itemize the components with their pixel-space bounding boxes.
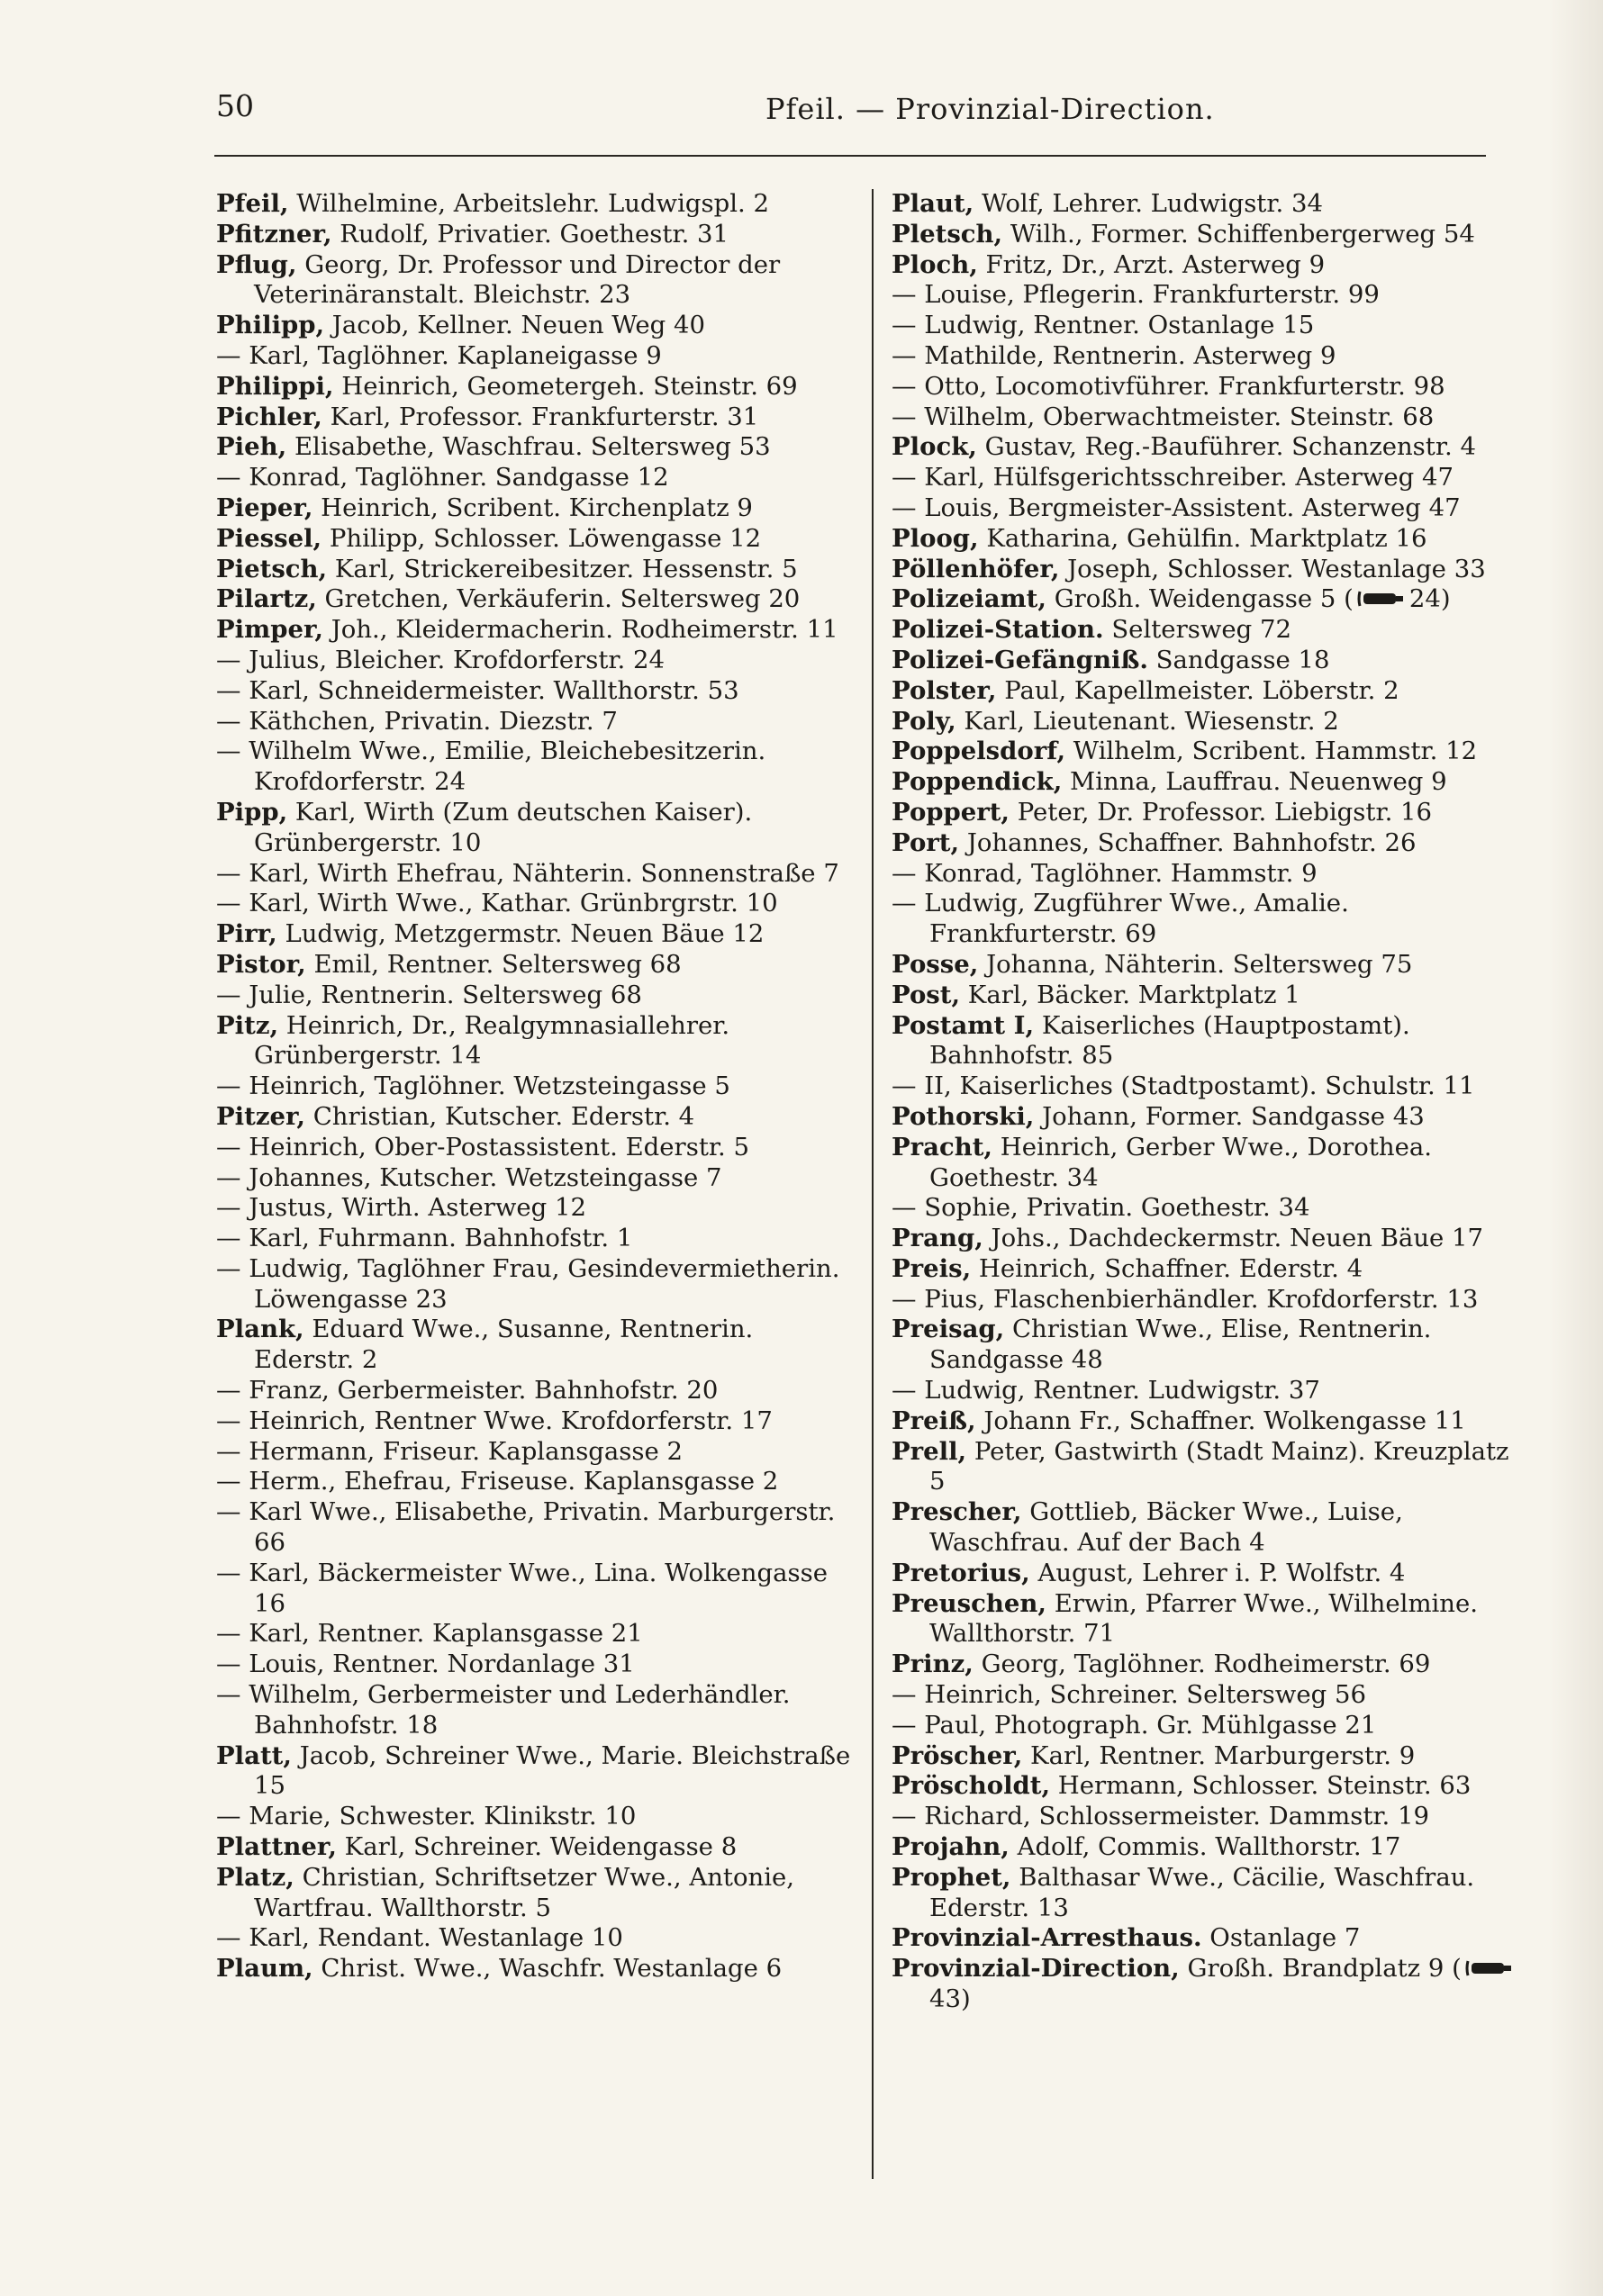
entry-details: August, Lehrer i. P. Wolfstr. 4 [1037, 1558, 1406, 1587]
entry-surname: Pipp, [216, 797, 288, 827]
entry-details: — Franz, Gerbermeister. Bahnhofstr. 20 [216, 1376, 719, 1406]
entry-surname: Pieh, [216, 432, 287, 462]
directory-entry [216, 676, 851, 707]
entry-details: Christ. Wwe., Waschfr. Westanlage 6 [321, 1954, 783, 1984]
page-header [216, 88, 1486, 142]
directory-entry [216, 189, 851, 220]
directory-entry: Provinzial-Direction, Großh. Brandplatz 9 (43) [892, 1954, 1526, 2015]
directory-entry [216, 402, 851, 433]
entry-surname: Plaum, [216, 1954, 313, 1984]
entry-details: Erwin, Pfarrer Wwe., Wilhelmine. Wallthorstr. 71 [929, 1588, 1479, 1649]
entry-details: — Wilhelm, Gerbermeister und Lederhändler. Bahnhofstr. 18 [216, 1680, 791, 1740]
entry-surname: Pfeil, [216, 189, 289, 218]
entry-details: Peter, Gastwirth (Stadt Mainz). Kreuzplatz 5 [929, 1436, 1509, 1496]
entry-details: Johann, Former. Sandgasse 43 [1042, 1101, 1425, 1131]
directory-entry [216, 981, 851, 1011]
entry-surname: Poppert, [892, 797, 1010, 827]
entry-details: Georg, Taglöhner. Rodheimerstr. 69 [981, 1650, 1431, 1679]
directory-entry [216, 1437, 851, 1468]
entry-details: — Louis, Rentner. Nordanlage 31 [216, 1650, 635, 1679]
entry-details: — Ludwig, Rentner. Ostanlage 15 [892, 311, 1315, 340]
directory-entry [892, 767, 1526, 798]
entry-surname: Prang, [892, 1224, 983, 1253]
directory-entry [892, 1224, 1526, 1254]
entry-details: Hermann, Schlosser. Steinstr. 63 [1057, 1771, 1472, 1801]
entry-details: Gottlieb, Bäcker Wwe., Luise, Waschfrau. Auf der Bach 4 [929, 1497, 1403, 1558]
entry-surname: Poppendick, [892, 767, 1063, 797]
page-number: 50 [216, 88, 254, 123]
entry-details: — Heinrich, Taglöhner. Wetzsteingasse 5 [216, 1071, 730, 1101]
entry-details: — Mathilde, Rentnerin. Asterweg 9 [892, 340, 1336, 370]
entry-surname: Ploog, [892, 523, 979, 553]
entry-details: Emil, Rentner. Seltersweg 68 [313, 949, 682, 979]
entry-surname: Pitz, [216, 1010, 279, 1040]
entry-details: — Karl, Schneidermeister. Wallthorstr. 53 [216, 675, 739, 705]
directory-entry [892, 676, 1526, 707]
entry-surname: Preiß, [892, 1406, 976, 1435]
directory-entry [216, 1559, 851, 1620]
entry-details: — Karl Wwe., Elisabethe, Privatin. Marburgerstr. 66 [216, 1497, 836, 1558]
telephone-icon [1356, 588, 1407, 610]
entry-details: — Julius, Bleicher. Krofdorferstr. 24 [216, 645, 666, 674]
entry-details: Fritz, Dr., Arzt. Asterweg 9 [985, 249, 1326, 279]
entry-surname: Plock, [892, 432, 977, 462]
entry-surname: Pflug, [216, 249, 297, 279]
directory-entry [892, 1650, 1526, 1680]
entry-details: Kaiserliches (Hauptpostamt). Bahnhofstr. 85 [929, 1010, 1410, 1071]
telephone-number: 43) [929, 1984, 971, 2014]
entry-surname: Pracht, [892, 1132, 993, 1162]
entry-details: — Karl, Wirth Wwe., Kathar. Grünbrgrstr. 10 [216, 889, 778, 918]
directory-entry [892, 1071, 1526, 1102]
directory-entry [216, 1497, 851, 1559]
entry-details: Johanna, Nähterin. Seltersweg 75 [986, 949, 1413, 979]
entry-details: — Karl, Bäckermeister Wwe., Lina. Wolkengasse 16 [216, 1558, 829, 1618]
directory-entry [892, 1680, 1526, 1711]
telephone-number: 24) [1408, 584, 1451, 614]
entry-surname: Pistor, [216, 949, 306, 979]
entry-surname: Pirr, [216, 919, 277, 949]
directory-entry [216, 1467, 851, 1497]
directory-entry [216, 1619, 851, 1650]
entry-details: — Justus, Wirth. Asterweg 12 [216, 1193, 587, 1223]
directory-entry [892, 1923, 1526, 1954]
directory-entry [892, 1193, 1526, 1224]
directory-entry [216, 1863, 851, 1924]
directory-entry [892, 981, 1526, 1011]
entry-details: Joseph, Schlosser. Westanlage 33 [1067, 554, 1486, 583]
entry-details: — Ludwig, Taglöhner Frau, Gesindevermietherin. Löwengasse 23 [216, 1253, 840, 1314]
entry-details: Gretchen, Verkäuferin. Seltersweg 20 [324, 584, 801, 614]
page-title: Pfeil. — Provinzial-Direction. [765, 92, 1215, 126]
directory-entry [892, 1832, 1526, 1863]
entry-surname: Pfitzner, [216, 219, 332, 249]
entry-surname: Provinzial-Arresthaus. [892, 1923, 1202, 1953]
directory-entry [892, 402, 1526, 433]
directory-entry [216, 1650, 851, 1680]
directory-entry [892, 555, 1526, 585]
entry-details: — Konrad, Taglöhner. Hammstr. 9 [892, 858, 1318, 888]
entry-details: — Heinrich, Ober-Postassistent. Ederstr. 5 [216, 1132, 749, 1162]
directory-entry [216, 646, 851, 676]
entry-surname: Piessel, [216, 523, 322, 553]
directory-entry: Polizeiamt, Großh. Weidengasse 5 ( 24) [892, 584, 1451, 614]
entry-surname: Pichler, [216, 402, 322, 431]
directory-entry [892, 1102, 1526, 1133]
entry-surname: Polster, [892, 675, 997, 705]
entry-details: — Wilhelm Wwe., Emilie, Bleichebesitzerin. Krofdorferstr. 24 [216, 737, 766, 797]
entry-surname: Platt, [216, 1740, 292, 1770]
entry-details: Katharina, Gehülfin. Marktplatz 16 [986, 523, 1427, 553]
entry-details: — Wilhelm, Oberwachtmeister. Steinstr. 68 [892, 402, 1435, 431]
entry-surname: Platz, [216, 1862, 294, 1892]
directory-entry [216, 1011, 851, 1072]
entry-details: — Karl, Fuhrmann. Bahnhofstr. 1 [216, 1224, 633, 1253]
directory-entry [892, 1559, 1526, 1589]
entry-details: Karl, Strickereibesitzer. Hessenstr. 5 [334, 554, 798, 583]
entry-surname: Prinz, [892, 1650, 974, 1679]
directory-entry [892, 1011, 1526, 1072]
entry-details: Johannes, Schaffner. Bahnhofstr. 26 [966, 827, 1417, 857]
entry-surname: Plank, [216, 1315, 304, 1344]
entry-surname: Plaut, [892, 189, 974, 218]
entry-details: — Julie, Rentnerin. Seltersweg 68 [216, 980, 642, 1009]
directory-entry [216, 1193, 851, 1224]
directory-entry [892, 372, 1526, 402]
entry-surname: Port, [892, 827, 960, 857]
entry-details: Sandgasse 18 [1155, 645, 1330, 674]
entry-details: Wilh., Former. Schiffenbergerweg 54 [1010, 219, 1475, 249]
directory-entry [892, 1802, 1526, 1832]
directory-entry [216, 1923, 851, 1954]
directory-entry [216, 859, 851, 890]
entry-surname: Pilartz, [216, 584, 317, 614]
entry-details: Wilhelm, Scribent. Hammstr. 12 [1073, 737, 1478, 766]
directory-entry [892, 493, 1526, 524]
entry-details: Heinrich, Gerber Wwe., Dorothea. Goethestr. 34 [929, 1132, 1433, 1192]
entry-surname: Plattner, [216, 1832, 337, 1862]
directory-entry [892, 524, 1526, 555]
entry-details: — Sophie, Privatin. Goethestr. 34 [892, 1193, 1310, 1223]
entry-details: Karl, Bäcker. Marktplatz 1 [967, 980, 1300, 1009]
directory-entry [216, 889, 851, 919]
entry-surname: Provinzial-Direction, [892, 1954, 1180, 1984]
entry-surname: Pretorius, [892, 1558, 1030, 1587]
entry-details: — Ludwig, Rentner. Ludwigstr. 37 [892, 1376, 1320, 1406]
entry-details: Georg, Dr. Professor und Director der Veterinäranstalt. Bleichstr. 23 [254, 249, 781, 310]
telephone-icon [1464, 1957, 1515, 1979]
entry-surname: Projahn, [892, 1832, 1010, 1862]
entry-surname: Ploch, [892, 249, 978, 279]
entry-surname: Pöllenhöfer, [892, 554, 1060, 583]
entry-surname: Pieper, [216, 493, 313, 522]
entry-details: Großh. Weidengasse 5 [1054, 584, 1336, 614]
directory-entry [892, 615, 1526, 646]
entry-details: — Konrad, Taglöhner. Sandgasse 12 [216, 463, 669, 493]
directory-entry [216, 493, 851, 524]
entry-details: — Louis, Bergmeister-Assistent. Asterweg 47 [892, 493, 1461, 522]
entry-surname: Poppelsdorf, [892, 737, 1066, 766]
directory-entry [216, 555, 851, 585]
entry-details: Adolf, Commis. Wallthorstr. 17 [1017, 1832, 1401, 1862]
directory-entry [892, 1406, 1526, 1437]
entry-details: Paul, Kapellmeister. Löberstr. 2 [1004, 675, 1399, 705]
entry-details: — Käthchen, Privatin. Diezstr. 7 [216, 706, 618, 736]
entry-details: Karl, Professor. Frankfurterstr. 31 [330, 402, 759, 431]
directory-entry [216, 1680, 851, 1741]
directory-entry [892, 1315, 1526, 1376]
directory-entry [216, 341, 851, 372]
directory-entry [216, 1133, 851, 1163]
entry-surname: Polizeiamt, [892, 584, 1046, 614]
directory-entry [892, 220, 1526, 250]
directory-entry [892, 1376, 1526, 1406]
entry-details: Jacob, Schreiner Wwe., Marie. Bleichstraße 15 [254, 1740, 851, 1801]
entry-surname: Polizei-Station. [892, 615, 1104, 645]
directory-entry [892, 707, 1526, 737]
entry-details: Heinrich, Dr., Realgymnasiallehrer. Grünbergerstr. 14 [254, 1010, 730, 1071]
entry-details: — Paul, Photograph. Gr. Mühlgasse 21 [892, 1710, 1377, 1740]
directory-entry [216, 1741, 851, 1803]
entry-details: — II, Kaiserliches (Stadtpostamt). Schulstr. 11 [892, 1071, 1475, 1101]
entry-details: Ludwig, Metzgermstr. Neuen Bäue 12 [285, 919, 765, 949]
entry-details: — Johannes, Kutscher. Wetzsteingasse 7 [216, 1162, 722, 1192]
directory-entry [892, 1589, 1526, 1650]
entry-details: Heinrich, Scribent. Kirchenplatz 9 [321, 493, 753, 522]
entry-details: — Karl, Rendant. Westanlage 10 [216, 1923, 623, 1953]
entry-details: — Pius, Flaschenbierhändler. Krofdorferstr. 13 [892, 1284, 1479, 1314]
directory-entry [892, 859, 1526, 890]
entry-details: Heinrich, Geometergeh. Steinstr. 69 [341, 371, 798, 401]
directory-entry [892, 250, 1526, 281]
directory-entry [892, 950, 1526, 981]
header-rule [214, 155, 1486, 157]
entry-details: Elisabethe, Waschfrau. Seltersweg 53 [294, 432, 771, 462]
directory-entry [216, 1954, 851, 1984]
entry-surname: Pothorski, [892, 1101, 1035, 1131]
directory-entry [892, 1711, 1526, 1741]
directory-entry [892, 1863, 1526, 1924]
directory-entry [216, 1163, 851, 1194]
left-column [216, 189, 851, 1984]
entry-surname: Poly, [892, 706, 956, 736]
directory-entry [892, 1437, 1526, 1498]
entry-surname: Preis, [892, 1253, 972, 1283]
directory-entry [892, 1771, 1526, 1802]
entry-details: Rudolf, Privatier. Goethestr. 31 [340, 219, 729, 249]
entry-details: Heinrich, Schaffner. Ederstr. 4 [978, 1253, 1363, 1283]
directory-entry [892, 798, 1526, 828]
page-edge [1549, 0, 1603, 2296]
entry-surname: Prell, [892, 1436, 967, 1466]
entry-surname: Preuschen, [892, 1588, 1046, 1618]
right-column [892, 189, 1526, 2015]
directory-entry [216, 1224, 851, 1254]
directory-entry [216, 250, 851, 312]
entry-details: Seltersweg 72 [1111, 615, 1291, 645]
entry-details: Karl, Lieutenant. Wiesenstr. 2 [964, 706, 1339, 736]
entry-details: — Herm., Ehefrau, Friseuse. Kaplansgasse 2 [216, 1467, 779, 1496]
directory-entry [892, 1285, 1526, 1315]
directory-entry [892, 1133, 1526, 1194]
entry-surname: Polizei-Gefängniß. [892, 645, 1148, 674]
entry-surname: Preisag, [892, 1315, 1005, 1344]
entry-details: Karl, Schreiner. Weidengasse 8 [344, 1832, 738, 1862]
entry-details: Eduard Wwe., Susanne, Rentnerin. Ederstr. 2 [254, 1315, 754, 1375]
entry-details: Wilhelmine, Arbeitslehr. Ludwigspl. 2 [296, 189, 769, 218]
directory-entry [216, 919, 851, 950]
directory-entry [216, 798, 851, 859]
directory-entry [892, 646, 1526, 676]
entry-details: Karl, Wirth (Zum deutschen Kaiser). Grünbergerstr. 10 [254, 797, 753, 857]
entry-surname: Pröscholdt, [892, 1771, 1051, 1801]
entry-details: — Hermann, Friseur. Kaplansgasse 2 [216, 1436, 684, 1466]
entry-details: Philipp, Schlosser. Löwengasse 12 [329, 523, 762, 553]
directory-entry [216, 1315, 851, 1376]
directory-entry [216, 1406, 851, 1437]
entry-details: — Karl, Taglöhner. Kaplaneigasse 9 [216, 340, 662, 370]
entry-surname: Pitzer, [216, 1101, 306, 1131]
directory-entry [892, 889, 1526, 950]
entry-details: — Karl, Rentner. Kaplansgasse 21 [216, 1619, 643, 1649]
directory-entry [216, 950, 851, 981]
entry-details: Joh., Kleidermacherin. Rodheimerstr. 11 [331, 615, 838, 645]
entry-details: — Karl, Wirth Ehefrau, Nähterin. Sonnenstraße 7 [216, 858, 839, 888]
entry-details: Peter, Dr. Professor. Liebigstr. 16 [1017, 797, 1433, 827]
directory-entry [216, 737, 851, 798]
entry-surname: Posse, [892, 949, 979, 979]
directory-entry [216, 707, 851, 737]
entry-details: Christian, Schriftsetzer Wwe., Antonie, Wartfrau. Wallthorstr. 5 [254, 1862, 795, 1922]
entry-surname: Post, [892, 980, 961, 1009]
entry-details: Johann Fr., Schaffner. Wolkengasse 11 [983, 1406, 1466, 1435]
directory-entry [892, 1254, 1526, 1285]
entry-details: Großh. Brandplatz 9 [1187, 1954, 1445, 1984]
directory-entry [216, 1102, 851, 1133]
entry-surname: Philippi, [216, 371, 334, 401]
entry-surname: Pietsch, [216, 554, 328, 583]
directory-entry [892, 828, 1526, 859]
entry-details: — Heinrich, Schreiner. Seltersweg 56 [892, 1680, 1366, 1710]
entry-details: — Marie, Schwester. Klinikstr. 10 [216, 1802, 637, 1831]
entry-surname: Prophet, [892, 1862, 1011, 1892]
entry-details: Balthasar Wwe., Cäcilie, Waschfrau. Ederstr. 13 [929, 1862, 1475, 1922]
entry-details: Minna, Lauffrau. Neuenweg 9 [1070, 767, 1447, 797]
directory-entry [892, 463, 1526, 493]
directory-entry [892, 189, 1526, 220]
entry-details: Wolf, Lehrer. Ludwigstr. 34 [981, 189, 1323, 218]
entry-details: — Louise, Pflegerin. Frankfurterstr. 99 [892, 280, 1380, 310]
directory-entry [892, 341, 1526, 372]
entry-surname: Philipp, [216, 311, 325, 340]
directory-entry [892, 311, 1526, 341]
directory-entry [892, 432, 1526, 463]
entry-details: Jacob, Kellner. Neuen Weg 40 [331, 311, 705, 340]
entry-details: — Richard, Schlossermeister. Dammstr. 19 [892, 1802, 1429, 1831]
entry-details: — Otto, Locomotivführer. Frankfurterstr. 98 [892, 371, 1445, 401]
column-divider [872, 189, 874, 2179]
entry-details: Gustav, Reg.-Bauführer. Schanzenstr. 4 [984, 432, 1476, 462]
directory-entry [892, 1497, 1526, 1559]
directory-entry [216, 463, 851, 493]
entry-details: — Karl, Hülfsgerichtsschreiber. Asterweg 47 [892, 463, 1454, 493]
directory-entry [216, 615, 851, 646]
directory-entry [216, 584, 851, 615]
directory-entry [216, 1802, 851, 1832]
directory-entry [216, 220, 851, 250]
directory-entry [892, 1741, 1526, 1772]
entry-details: Ostanlage 7 [1209, 1923, 1361, 1953]
entry-surname: Pröscher, [892, 1740, 1023, 1770]
directory-entry [892, 737, 1526, 767]
directory-entry [216, 524, 851, 555]
directory-entry [216, 372, 851, 402]
entry-details: Karl, Rentner. Marburgerstr. 9 [1030, 1740, 1416, 1770]
directory-entry [216, 1376, 851, 1406]
entry-surname: Pletsch, [892, 219, 1003, 249]
directory-entry [216, 1254, 851, 1315]
entry-surname: Pimper, [216, 615, 324, 645]
entry-details: Johs., Dachdeckermstr. Neuen Bäue 17 [991, 1224, 1484, 1253]
directory-entry [216, 432, 851, 463]
entry-details: — Heinrich, Rentner Wwe. Krofdorferstr. 17 [216, 1406, 773, 1435]
entry-details: Christian Wwe., Elise, Rentnerin. Sandgasse 48 [929, 1315, 1432, 1375]
directory-entry [216, 311, 851, 341]
entry-surname: Prescher, [892, 1497, 1022, 1527]
entry-details: — Ludwig, Zugführer Wwe., Amalie. Frankfurterstr. 69 [892, 889, 1349, 949]
entry-surname: Postamt I, [892, 1010, 1035, 1040]
directory-entry [216, 1071, 851, 1102]
directory-entry [892, 280, 1526, 311]
directory-entry [216, 1832, 851, 1863]
entry-details: Christian, Kutscher. Ederstr. 4 [312, 1101, 695, 1131]
